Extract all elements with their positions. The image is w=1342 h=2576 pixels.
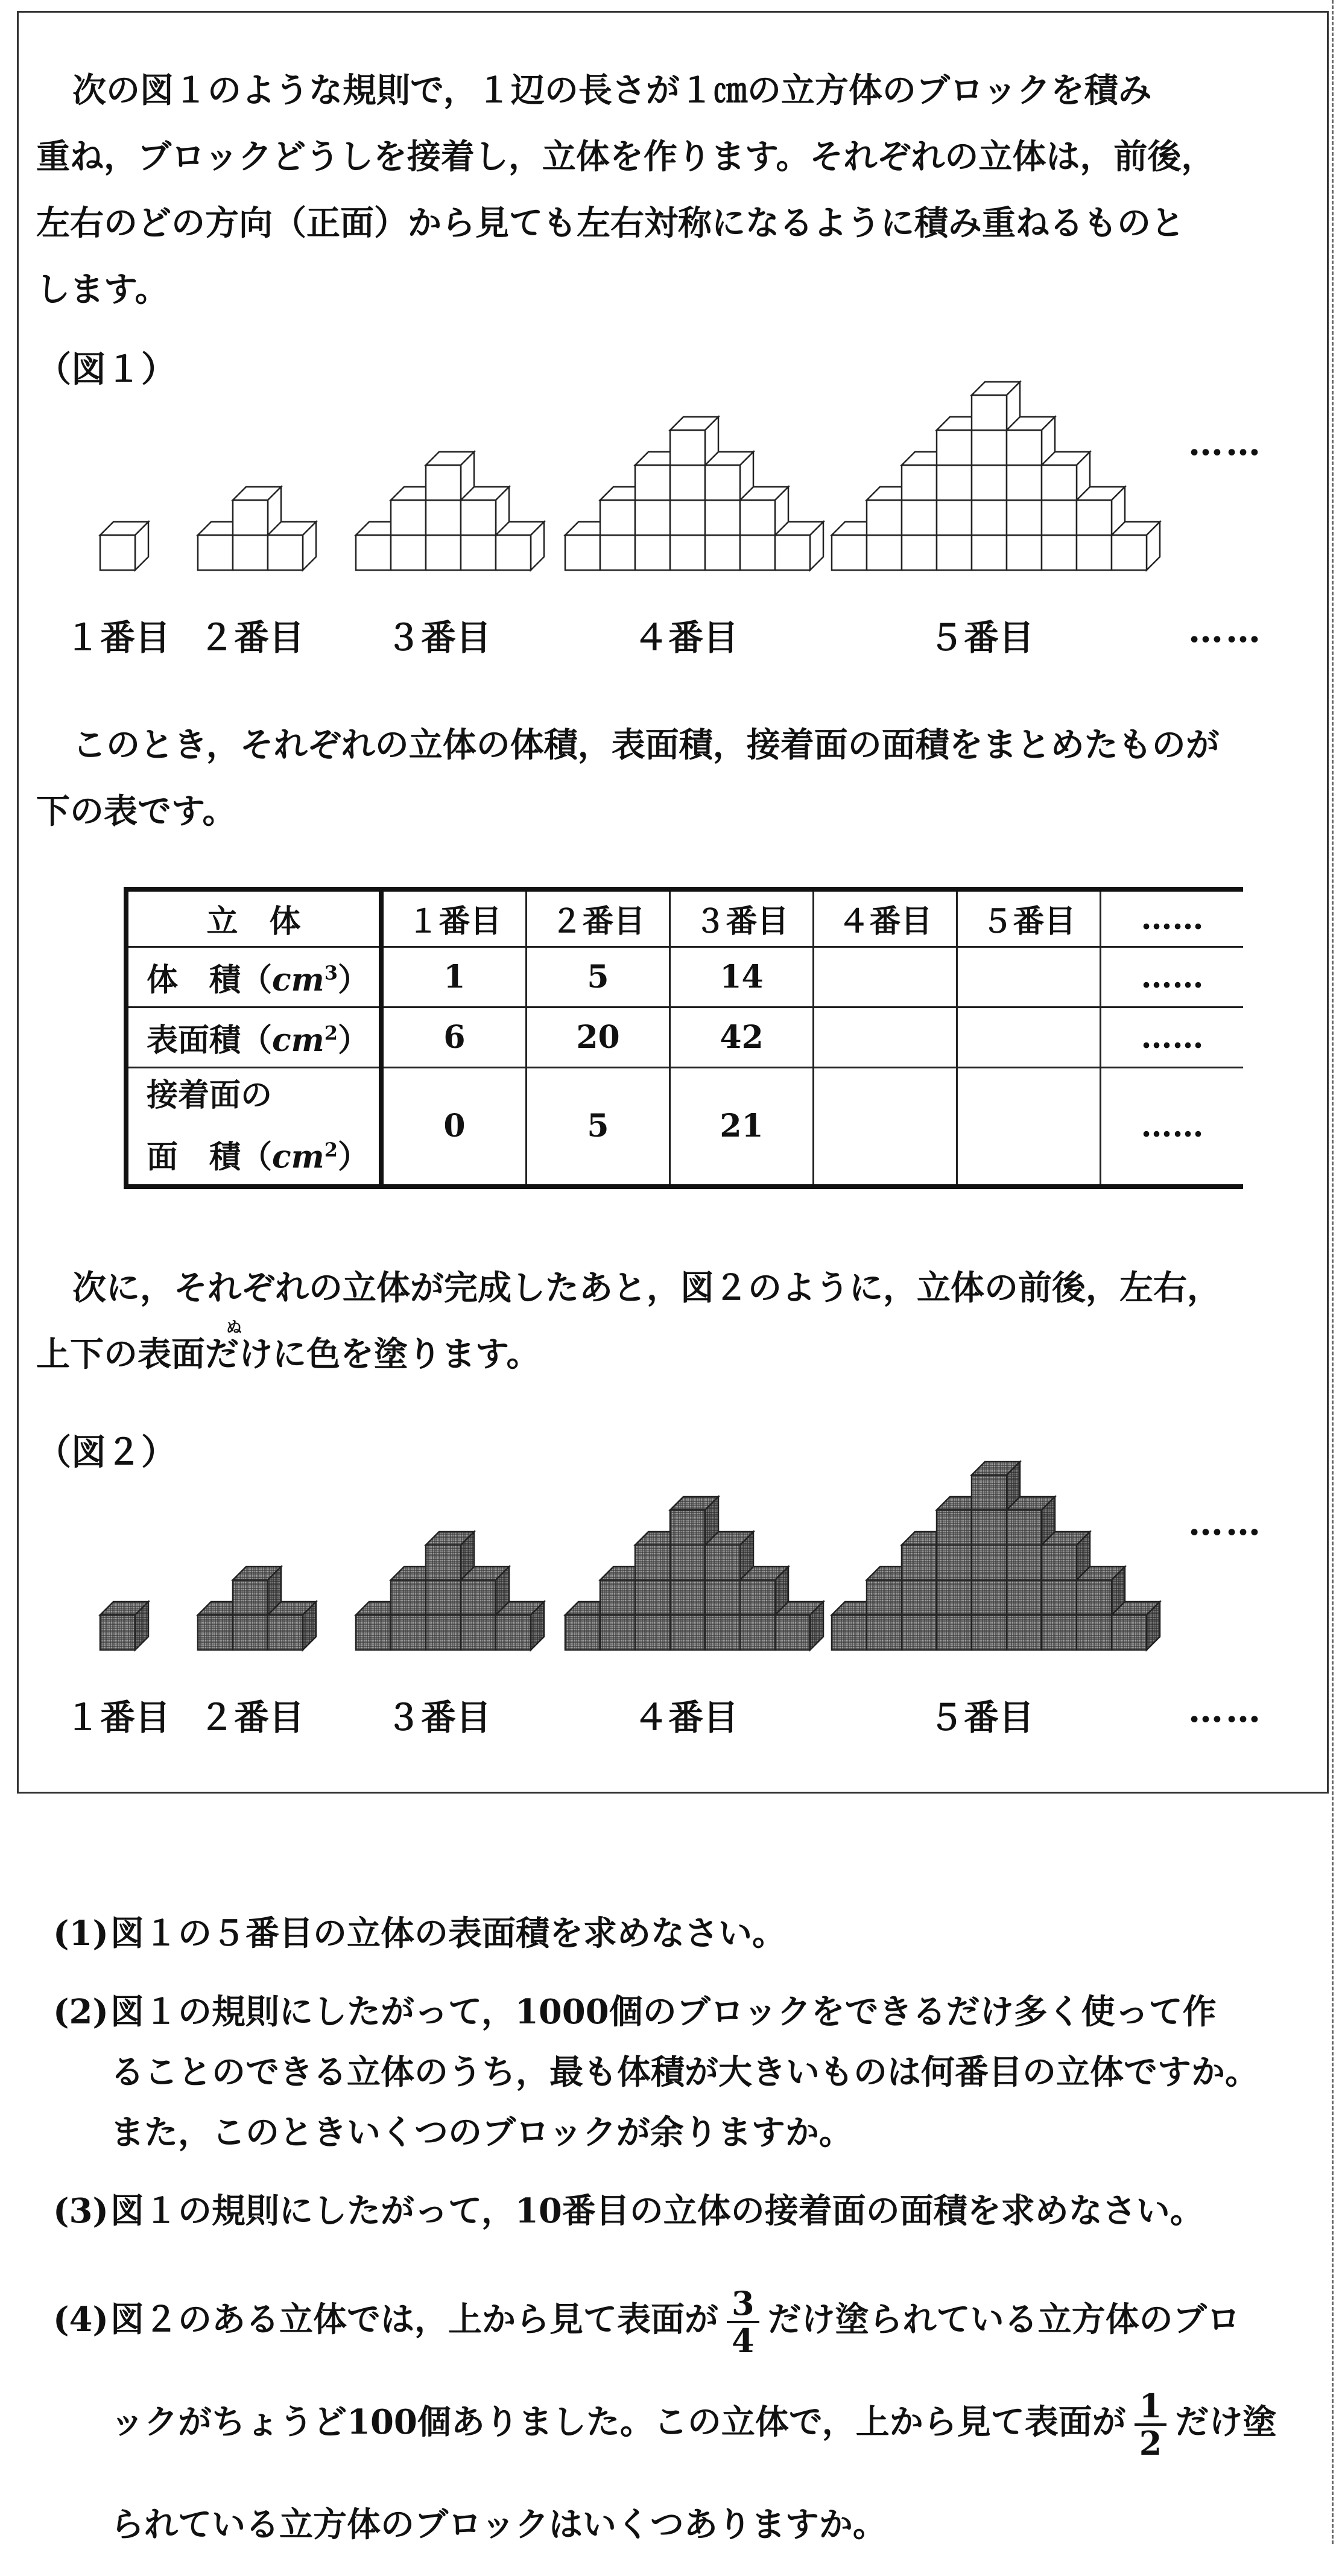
table-cell-ellipsis: …… — [1101, 947, 1244, 1007]
question-1-text: 図１の５番目の立体の表面積を求めなさい。 — [110, 1914, 786, 1953]
question-2 — [53, 1982, 1296, 2163]
table-label-surface: 表面積$(cm^2)$ — [126, 1007, 381, 1067]
question-4-number: (4) — [53, 2300, 109, 2340]
table-cell: 0 — [381, 1067, 527, 1187]
table-cell — [814, 947, 957, 1007]
table-row-bond — [126, 1067, 1243, 1187]
table-cell-ellipsis: …… — [1101, 1007, 1244, 1067]
solid-5 — [832, 382, 1160, 570]
figure1-drawing — [0, 326, 1327, 591]
figure1-ellipsis-bottom: …… — [1188, 609, 1263, 650]
question-4 — [53, 2268, 1296, 2576]
table-cell: 5 — [527, 1067, 670, 1187]
ruby-nu: ぬ — [226, 1319, 242, 1337]
figure2-caption-5: ５番目 — [929, 1697, 1034, 1738]
solid-2 — [198, 487, 316, 570]
table-header-3: ３番目 — [670, 889, 814, 947]
question-2-line-1: 図１の規則にしたがって，1000個のブロックをできるだけ多く使って作 — [110, 1992, 1217, 2032]
table-cell — [814, 1007, 957, 1067]
figure2-label: （図２） — [36, 1432, 177, 1473]
figure1-ellipsis-top: …… — [1188, 422, 1263, 463]
figure1-label: （図１） — [36, 349, 177, 390]
table-cell: 20 — [527, 1007, 670, 1067]
table-cell — [957, 1007, 1101, 1067]
table-cell: 14 — [670, 947, 814, 1007]
table-intro-line-1: このとき，それぞれの立体の体積，表面積，接着面の面積をまとめたものが — [72, 725, 1220, 765]
table-header-2: ２番目 — [527, 889, 670, 947]
fraction-one-half: $\frac{1}{2}$ — [1135, 2388, 1167, 2461]
figure2-ellipsis-bottom: …… — [1188, 1689, 1263, 1730]
table-cell — [957, 947, 1101, 1007]
table-cell-ellipsis: …… — [1101, 1067, 1244, 1187]
table-intro-line-2: 下の表です。 — [36, 792, 236, 831]
table-header-ellipsis: …… — [1101, 889, 1244, 947]
solid-1 — [100, 1602, 148, 1650]
table-intro-paragraph — [36, 712, 1273, 845]
question-3-number: (3) — [53, 2191, 109, 2231]
fraction-three-quarters: $\frac{3}{4}$ — [727, 2286, 759, 2358]
table-cell: 6 — [381, 1007, 527, 1067]
table-cell — [957, 1067, 1101, 1187]
intro-line-4: します。 — [36, 270, 169, 309]
solid-2 — [198, 1567, 316, 1650]
solid-5 — [832, 1462, 1160, 1650]
table-header-4: ４番目 — [814, 889, 957, 947]
question-4-line-2: ックがちょうど100個ありました。この立体で，上から見て表面が $\frac{1}{2}$ だけ塗 — [110, 2387, 1277, 2463]
solid-3 — [356, 452, 544, 570]
figure1-caption-5: ５番目 — [929, 617, 1034, 658]
intro-line-2: 重ね，ブロックどうしを接着し，立体を作ります。それぞれの立体は，前後， — [36, 137, 1215, 177]
question-2-line-3: また，このときいくつのブロックが余りますか。 — [110, 2113, 853, 2152]
table-cell: 1 — [381, 947, 527, 1007]
data-table — [124, 887, 1243, 1189]
table-header-row — [126, 889, 1243, 947]
table-cell: 21 — [670, 1067, 814, 1187]
table-label-volume: 体 積$(cm^3)$ — [126, 947, 381, 1007]
question-4-line-1: 図２のある立体では，上から見て表面が $\frac{3}{4}$ だけ塗られている立方体のブロ — [110, 2284, 1241, 2361]
paint-intro-line-1: 次に，それぞれの立体が完成したあと，図２のように，立体の前後，左右， — [72, 1268, 1221, 1308]
figure1-caption-1: １番目 — [65, 617, 171, 658]
intro-line-3: 左右のどの方向（正面）から見ても左右対称になるように積み重ねるものと — [36, 203, 1185, 243]
question-2-number: (2) — [53, 1992, 109, 2032]
figure2-drawing — [0, 1406, 1327, 1671]
table-cell: 5 — [527, 947, 670, 1007]
figure2-ellipsis-top: …… — [1188, 1502, 1263, 1543]
figure2-caption-1: １番目 — [65, 1697, 171, 1738]
question-1-number: (1) — [53, 1914, 109, 1953]
figure1-caption-2: ２番目 — [199, 617, 305, 658]
paint-intro-line-2: 上下の表面だけに色を塗ります。 — [36, 1334, 540, 1374]
table-cell: 42 — [670, 1007, 814, 1067]
paint-intro-paragraph — [36, 1255, 1273, 1388]
table-header-1: １番目 — [381, 889, 527, 947]
table-row-surface — [126, 1007, 1243, 1067]
intro-line-1: 次の図１のような規則で，１辺の長さが１㎝の立方体のブロックを積み — [72, 71, 1152, 110]
intro-paragraph — [36, 57, 1273, 323]
figure1-caption-3: ３番目 — [386, 617, 492, 658]
question-4-line-3: られている立方体のブロックはいくつありますか。 — [110, 2505, 887, 2545]
solid-4 — [565, 1497, 823, 1650]
question-3-text: 図１の規則にしたがって，10番目の立体の接着面の面積を求めなさい。 — [110, 2191, 1204, 2231]
solid-1 — [100, 522, 148, 570]
table-header-5: ５番目 — [957, 889, 1101, 947]
solid-4 — [565, 417, 823, 570]
table-row-volume — [126, 947, 1243, 1007]
figure2-caption-2: ２番目 — [199, 1697, 305, 1738]
table-header-solid: 立 体 — [126, 889, 381, 947]
question-3 — [53, 2181, 1296, 2241]
question-2-line-2: ることのできる立体のうち，最も体積が大きいものは何番目の立体ですか。 — [110, 2052, 1259, 2092]
solid-3 — [356, 1532, 544, 1650]
figure2-caption-4: ４番目 — [633, 1697, 739, 1738]
figure2-caption-3: ３番目 — [386, 1697, 492, 1738]
table-cell — [814, 1067, 957, 1187]
table-label-bond: 接着面の 面 積$(cm^2)$ — [126, 1067, 381, 1187]
page-edge-dashed-line — [1332, 0, 1334, 2544]
figure1-caption-4: ４番目 — [633, 617, 739, 658]
question-1 — [53, 1903, 1296, 1964]
